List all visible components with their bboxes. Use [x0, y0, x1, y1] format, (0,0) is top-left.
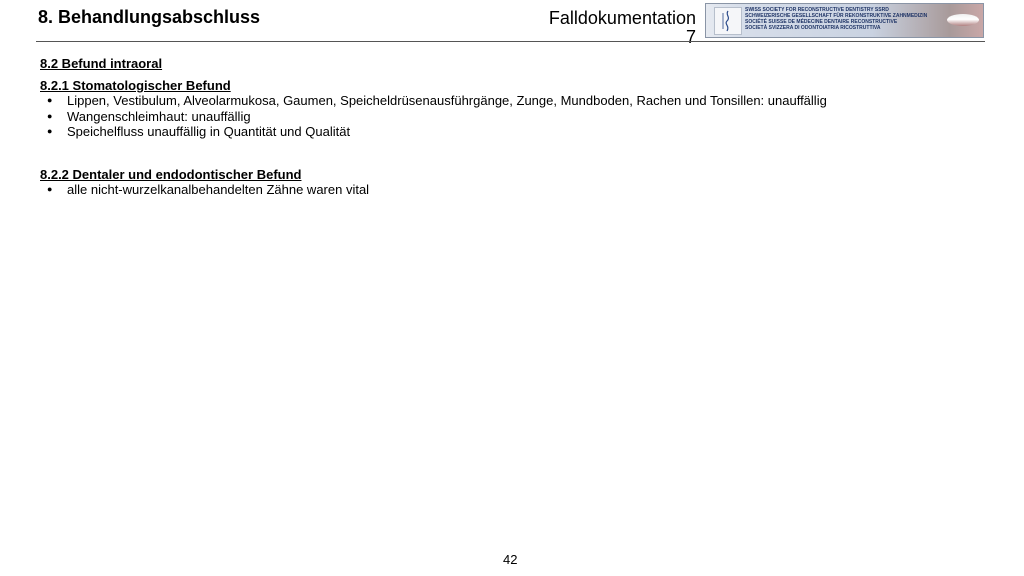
subsection-heading-stomatological: 8.2.1 Stomatologischer Befund [40, 78, 231, 93]
logo-line: SOCIETÀ SVIZZERA DI ODONTOIATRIA RICOSTRUTTIVA [745, 25, 881, 31]
logo-text [745, 7, 927, 31]
list-item [40, 182, 369, 198]
logo-line: SOCIÉTÉ SUISSE DE MÉDECINE DENTAIRE RECONSTRUCTIVE [745, 19, 898, 25]
section-heading: 8.2 Befund intraoral [40, 56, 163, 71]
list-item-text: alle nicht-wurzelkanalbehandelten Zähne waren vital [67, 182, 370, 197]
list-item-text: Wangenschleimhaut: unauffällig [67, 108, 251, 124]
bullet-icon: ● [47, 95, 53, 105]
list-item [40, 109, 827, 125]
logo-line: SWISS SOCIETY FOR RECONSTRUCTIVE DENTISTRY SSRD [745, 7, 889, 13]
list-item-text: Speichelfluss unauffällig in Quantität und Qualität [67, 124, 351, 139]
dental-findings-list [40, 182, 369, 198]
subsection-heading-dental: 8.2.2 Dentaler und endodontischer Befund [40, 167, 302, 182]
logo-line: SCHWEIZERISCHE GESELLSCHAFT FÜR REKONSTRUKTIVE ZAHNMEDIZIN [745, 13, 928, 19]
list-item [40, 93, 827, 109]
stomatological-findings-list [40, 93, 827, 140]
document-number: 7 [685, 27, 696, 47]
list-item-text: Lippen, Vestibulum, Alveolarmukosa, Gaumen, Speicheldrüsenausführgänge, Zunge, Mundboden, Rachen und Tonsillen: unauffällig [67, 93, 827, 108]
page-number: 42 [503, 552, 518, 567]
header-divider [36, 41, 985, 42]
page-title: 8. Behandlungsabschluss [38, 7, 261, 27]
bullet-icon: ● [47, 184, 53, 194]
document-label: Falldokumentation [548, 8, 696, 28]
list-item [40, 124, 827, 140]
society-logo [705, 3, 984, 38]
logo-smile-image [947, 14, 979, 26]
bullet-icon: ● [47, 126, 53, 136]
logo-emblem-icon [714, 7, 742, 35]
bullet-icon: ● [47, 110, 53, 121]
